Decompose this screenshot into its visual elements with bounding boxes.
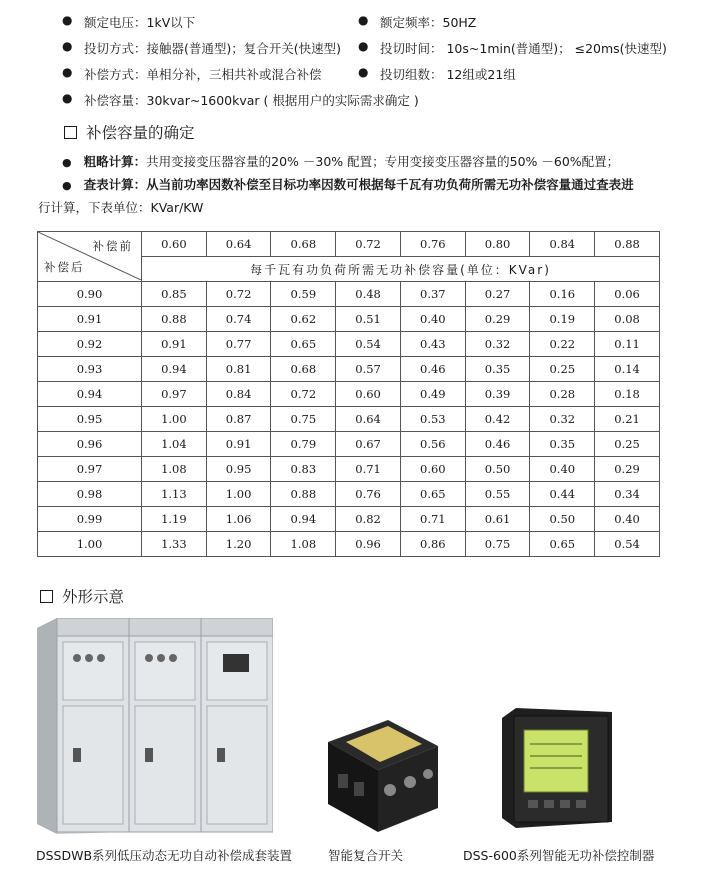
bullet-icon: ● xyxy=(62,91,73,105)
header-cell: 0.80 xyxy=(465,232,530,257)
value-cell: 0.50 xyxy=(465,457,530,482)
before-label: 补偿前 xyxy=(92,239,133,253)
value-cell: 0.08 xyxy=(595,307,660,332)
value-cell: 0.55 xyxy=(465,482,530,507)
row-pf-cell: 0.95 xyxy=(38,407,142,432)
merged-caption-cell: 每千瓦有功负荷所需无功补偿容量(单位：KVar) xyxy=(142,257,660,282)
table-row xyxy=(38,282,660,307)
value-cell: 0.84 xyxy=(206,382,271,407)
diagonal-header-cell xyxy=(38,232,142,282)
controller-photo xyxy=(494,704,614,832)
value-cell: 1.13 xyxy=(142,482,207,507)
header-cell: 0.68 xyxy=(271,232,336,257)
table-row xyxy=(38,332,660,357)
compensation-table xyxy=(37,231,660,557)
spec-left-text: 补偿方式：单相分补，三相共补或混合补偿 xyxy=(84,67,322,82)
value-cell: 0.59 xyxy=(271,282,336,307)
value-cell: 0.06 xyxy=(595,282,660,307)
value-cell: 0.51 xyxy=(336,307,401,332)
value-cell: 0.54 xyxy=(336,332,401,357)
value-cell: 0.62 xyxy=(271,307,336,332)
value-cell: 0.65 xyxy=(530,532,595,557)
value-cell: 0.16 xyxy=(530,282,595,307)
value-cell: 0.71 xyxy=(336,457,401,482)
row-pf-cell: 0.94 xyxy=(38,382,142,407)
value-cell: 0.85 xyxy=(142,282,207,307)
spec-right-text: 投切时间： 10s~1min(普通型)； ≤20ms(快速型) xyxy=(380,41,667,56)
bullet-icon: ● xyxy=(62,65,73,79)
value-cell: 0.40 xyxy=(530,457,595,482)
spec-row xyxy=(0,39,708,61)
value-cell: 0.65 xyxy=(400,482,465,507)
value-cell: 0.44 xyxy=(530,482,595,507)
value-cell: 1.08 xyxy=(271,532,336,557)
table-row xyxy=(38,357,660,382)
spec-left-text: 投切方式：接触器(普通型)；复合开关(快速型) xyxy=(84,41,342,56)
value-cell: 0.29 xyxy=(465,307,530,332)
value-cell: 0.14 xyxy=(595,357,660,382)
value-cell: 0.49 xyxy=(400,382,465,407)
value-cell: 0.27 xyxy=(465,282,530,307)
row-pf-cell: 0.98 xyxy=(38,482,142,507)
value-cell: 0.35 xyxy=(530,432,595,457)
value-cell: 0.65 xyxy=(271,332,336,357)
value-cell: 0.83 xyxy=(271,457,336,482)
table-header-row xyxy=(38,232,660,257)
bullet-icon: ● xyxy=(62,179,72,192)
value-cell: 0.91 xyxy=(142,332,207,357)
value-cell: 1.08 xyxy=(142,457,207,482)
value-cell: 0.28 xyxy=(530,382,595,407)
value-cell: 0.57 xyxy=(336,357,401,382)
value-cell: 0.40 xyxy=(400,307,465,332)
rough-calc-label: 粗略计算： xyxy=(83,154,147,169)
spec-row xyxy=(0,91,708,113)
value-cell: 0.21 xyxy=(595,407,660,432)
table-row xyxy=(38,532,660,557)
value-cell: 0.86 xyxy=(400,532,465,557)
bullet-icon: ● xyxy=(358,65,369,79)
value-cell: 0.96 xyxy=(336,532,401,557)
value-cell: 0.68 xyxy=(271,357,336,382)
row-pf-cell: 0.90 xyxy=(38,282,142,307)
value-cell: 0.50 xyxy=(530,507,595,532)
value-cell: 0.72 xyxy=(271,382,336,407)
header-cell: 0.60 xyxy=(142,232,207,257)
caption-composite-switch: 智能复合开关 xyxy=(328,848,404,863)
header-cell: 0.84 xyxy=(530,232,595,257)
value-cell: 0.22 xyxy=(530,332,595,357)
value-cell: 0.48 xyxy=(336,282,401,307)
row-pf-cell: 0.97 xyxy=(38,457,142,482)
value-cell: 0.75 xyxy=(465,532,530,557)
value-cell: 0.35 xyxy=(465,357,530,382)
spec-row xyxy=(0,65,708,87)
row-pf-cell: 0.91 xyxy=(38,307,142,332)
value-cell: 0.72 xyxy=(206,282,271,307)
value-cell: 0.97 xyxy=(142,382,207,407)
row-pf-cell: 0.99 xyxy=(38,507,142,532)
value-cell: 1.20 xyxy=(206,532,271,557)
table-row xyxy=(38,507,660,532)
value-cell: 1.04 xyxy=(142,432,207,457)
value-cell: 0.88 xyxy=(271,482,336,507)
checkbox-square-icon xyxy=(40,590,53,603)
value-cell: 0.42 xyxy=(465,407,530,432)
value-cell: 0.82 xyxy=(336,507,401,532)
value-cell: 0.60 xyxy=(336,382,401,407)
bullet-icon: ● xyxy=(358,13,369,27)
lookup-calc-row xyxy=(62,175,634,193)
row-pf-cell: 0.96 xyxy=(38,432,142,457)
value-cell: 0.76 xyxy=(336,482,401,507)
value-cell: 0.56 xyxy=(400,432,465,457)
value-cell: 0.61 xyxy=(465,507,530,532)
spec-right-text: 额定频率：50HZ xyxy=(380,15,477,30)
header-cell: 0.72 xyxy=(336,232,401,257)
value-cell: 0.77 xyxy=(206,332,271,357)
value-cell: 0.18 xyxy=(595,382,660,407)
header-cell: 0.88 xyxy=(595,232,660,257)
value-cell: 0.46 xyxy=(400,357,465,382)
value-cell: 1.19 xyxy=(142,507,207,532)
value-cell: 0.94 xyxy=(142,357,207,382)
cabinet-photo xyxy=(37,618,273,836)
composite-switch-photo xyxy=(318,712,442,836)
value-cell: 0.53 xyxy=(400,407,465,432)
row-pf-cell: 0.93 xyxy=(38,357,142,382)
table-row xyxy=(38,457,660,482)
value-cell: 0.40 xyxy=(595,507,660,532)
value-cell: 0.91 xyxy=(206,432,271,457)
lookup-calc-label: 查表计算： xyxy=(83,177,147,192)
lookup-calc-continuation: 行计算，下表单位：KVar/KW xyxy=(38,200,204,215)
value-cell: 0.32 xyxy=(465,332,530,357)
value-cell: 0.88 xyxy=(142,307,207,332)
value-cell: 0.67 xyxy=(336,432,401,457)
spec-left-text: 额定电压：1kV以下 xyxy=(84,15,196,30)
caption-controller: DSS-600系列智能无功补偿控制器 xyxy=(463,848,655,863)
value-cell: 0.71 xyxy=(400,507,465,532)
bullet-icon: ● xyxy=(62,13,73,27)
bullet-icon: ● xyxy=(358,39,369,53)
value-cell: 0.37 xyxy=(400,282,465,307)
value-cell: 0.11 xyxy=(595,332,660,357)
lookup-calc-text: 从当前功率因数补偿至目标功率因数可根据每千瓦有功负荷所需无功补偿容量通过查表进 xyxy=(146,177,634,192)
section-title-capacity: 补偿容量的确定 xyxy=(64,121,195,143)
value-cell: 0.94 xyxy=(271,507,336,532)
value-cell: 0.39 xyxy=(465,382,530,407)
value-cell: 0.81 xyxy=(206,357,271,382)
value-cell: 0.29 xyxy=(595,457,660,482)
value-cell: 0.64 xyxy=(336,407,401,432)
header-cell: 0.64 xyxy=(206,232,271,257)
table-row xyxy=(38,482,660,507)
spec-right-text: 投切组数： 12组或21组 xyxy=(380,67,516,82)
table-row xyxy=(38,407,660,432)
spec-left-text: 补偿容量：30kvar~1600kvar ( 根据用户的实际需求确定 ) xyxy=(84,93,419,108)
checkbox-square-icon xyxy=(64,126,77,139)
value-cell: 1.33 xyxy=(142,532,207,557)
section-title-appearance: 外形示意 xyxy=(40,585,124,607)
value-cell: 0.60 xyxy=(400,457,465,482)
bullet-icon: ● xyxy=(62,39,73,53)
value-cell: 0.25 xyxy=(530,357,595,382)
value-cell: 0.95 xyxy=(206,457,271,482)
value-cell: 0.87 xyxy=(206,407,271,432)
value-cell: 0.75 xyxy=(271,407,336,432)
value-cell: 1.00 xyxy=(142,407,207,432)
value-cell: 1.06 xyxy=(206,507,271,532)
value-cell: 0.19 xyxy=(530,307,595,332)
rough-calc-row xyxy=(62,152,619,170)
caption-cabinet: DSSDWB系列低压动态无功自动补偿成套装置 xyxy=(36,848,293,863)
value-cell: 0.34 xyxy=(595,482,660,507)
value-cell: 0.25 xyxy=(595,432,660,457)
value-cell: 1.00 xyxy=(206,482,271,507)
after-label: 补偿后 xyxy=(44,260,85,274)
table-row xyxy=(38,432,660,457)
value-cell: 0.43 xyxy=(400,332,465,357)
header-cell: 0.76 xyxy=(400,232,465,257)
row-pf-cell: 1.00 xyxy=(38,532,142,557)
value-cell: 0.54 xyxy=(595,532,660,557)
value-cell: 0.74 xyxy=(206,307,271,332)
row-pf-cell: 0.92 xyxy=(38,332,142,357)
rough-calc-text: 共用变接变压器容量的20% －30% 配置；专用变接变压器容量的50% －60%配置； xyxy=(146,154,620,169)
bullet-icon: ● xyxy=(62,156,72,169)
spec-row xyxy=(0,13,708,35)
value-cell: 0.32 xyxy=(530,407,595,432)
table-row xyxy=(38,382,660,407)
value-cell: 0.46 xyxy=(465,432,530,457)
table-row xyxy=(38,307,660,332)
value-cell: 0.79 xyxy=(271,432,336,457)
